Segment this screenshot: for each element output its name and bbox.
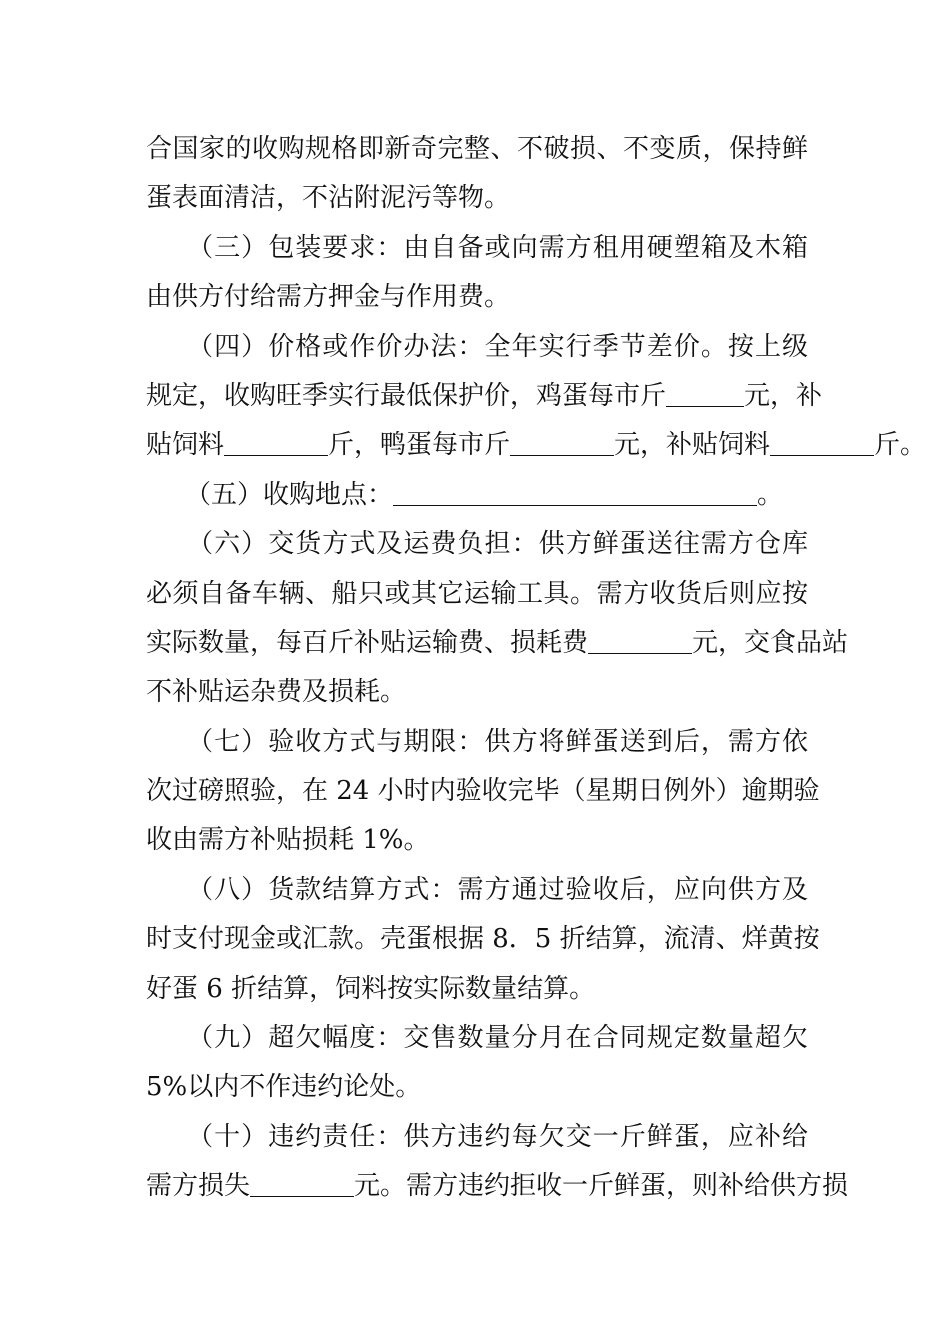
contract-body-text bbox=[146, 125, 927, 1212]
text-line: （五）收购地点：＿＿＿＿＿＿＿＿＿＿＿＿＿＿。 bbox=[146, 479, 784, 510]
text-line: 合国家的收购规格即新奇完整、不破损、不变质，保持鲜 bbox=[146, 134, 808, 164]
text-line: 收由需方补贴损耗 1%。 bbox=[146, 825, 430, 856]
text-line: （三）包装要求：由自备或向需方租用硬塑箱及木箱 bbox=[146, 232, 808, 263]
text-line: 规定，收购旺季实行最低保护价，鸡蛋每市斤＿＿＿元，补 bbox=[146, 380, 823, 411]
text-line: 必须自备车辆、船只或其它运输工具。需方收货后则应按 bbox=[146, 578, 808, 609]
text-line: （八）货款结算方式：需方通过验收后，应向供方及 bbox=[146, 874, 808, 905]
text-line: 时支付现金或汇款。壳蛋根据 8．5 折结算，流清、烊黄按 bbox=[146, 924, 820, 955]
text-line: 5%以内不作违约论处。 bbox=[146, 1072, 422, 1103]
text-line: 好蛋 6 折结算，饲料按实际数量结算。 bbox=[146, 973, 596, 1004]
text-line: （七）验收方式与期限：供方将鲜蛋送到后，需方依 bbox=[146, 726, 808, 757]
text-line: （九）超欠幅度：交售数量分月在合同规定数量超欠 bbox=[146, 1023, 808, 1054]
text-line: 由供方付给需方押金与作用费。 bbox=[146, 282, 511, 313]
text-line: 次过磅照验，在 24 小时内验收完毕（星期日例外）逾期验 bbox=[146, 776, 820, 807]
text-line: 实际数量，每百斤补贴运输费、损耗费＿＿＿＿元，交食品站 bbox=[146, 627, 849, 658]
text-line: 需方损失＿＿＿＿元。需方违约拒收一斤鲜蛋，则补给供方损 bbox=[146, 1171, 849, 1202]
text-line: 贴饲料＿＿＿＿斤，鸭蛋每市斤＿＿＿＿元，补贴饲料＿＿＿＿斤。 bbox=[146, 430, 927, 461]
text-line: 不补贴运杂费及损耗。 bbox=[146, 677, 407, 708]
text-line: （十）违约责任：供方违约每欠交一斤鲜蛋，应补给 bbox=[146, 1121, 808, 1152]
text-line: 蛋表面清洁，不沾附泥污等物。 bbox=[146, 183, 511, 214]
text-line: （四）价格或作价办法：全年实行季节差价。按上级 bbox=[146, 331, 808, 362]
text-line: （六）交货方式及运费负担：供方鲜蛋送往需方仓库 bbox=[146, 529, 808, 560]
